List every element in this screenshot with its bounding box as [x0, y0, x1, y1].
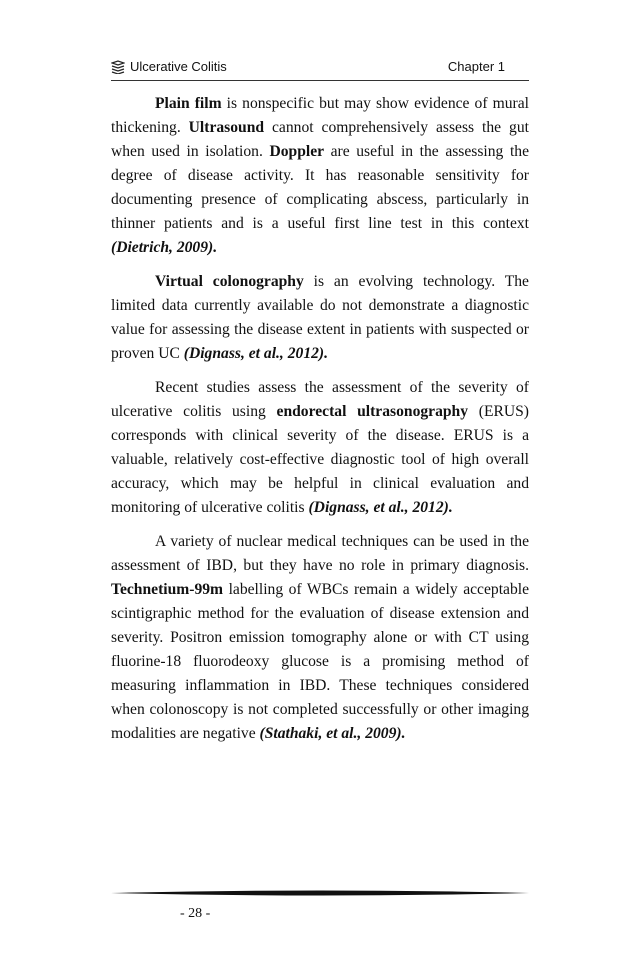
paragraph-virtual-colonography [111, 270, 529, 366]
citation: (Dignass, et al., 2012). [308, 499, 453, 516]
paragraph-text: are useful in the assessing the degree of disease activity. It has reasonable sensitivity for documenting presence of complicating abscess, particularly in thinner patients and is a useful first line test in this context [111, 143, 529, 232]
paragraph-nuclear-medicine [111, 530, 529, 746]
footer-rule [111, 890, 529, 896]
paragraph-plain-film [111, 92, 529, 260]
term-endorectal-ultrasonography: endorectal ultrasonography [276, 403, 469, 420]
citation: (Stathaki, et al., 2009). [259, 725, 406, 742]
paragraph-text: is nonspecific but may show evidence of mural thickening. [111, 95, 529, 136]
paragraph-text: is an evolving technology. The limited data currently available do not demonstrate a diagnostic value for assessing the disease extent in patients with suspected or proven UC [111, 273, 529, 362]
term-plain-film: Plain film [155, 95, 222, 112]
paragraph-text: (ERUS) corresponds with clinical severity of the disease. ERUS is a valuable, relatively cost-effective diagnostic tool of high overall accuracy, which may be helpful in clinical evaluation and monitoring of ulcerative colitis [111, 403, 529, 516]
paragraph-text: Recent studies assess the assessment of the severity of ulcerative colitis using [111, 379, 529, 420]
page-body [111, 92, 529, 756]
paragraph-text: A variety of nuclear medical techniques can be used in the assessment of IBD, but they have no role in primary diagnosis. [111, 533, 529, 574]
page-header [111, 55, 529, 85]
term-technetium-99m: Technetium-99m [111, 581, 224, 598]
citation: (Dignass, et al., 2012). [183, 345, 329, 362]
header-rule [111, 80, 529, 81]
header-title: Ulcerative Colitis [130, 59, 227, 74]
term-doppler: Doppler [269, 143, 325, 160]
page-number: - 28 - [180, 906, 211, 921]
header-chapter: Chapter 1 [447, 59, 505, 74]
book-icon [111, 60, 125, 74]
paragraph-text: labelling of WBCs remain a widely acceptable scintigraphic method for the evaluation of disease extension and severity. Positron emission tomography alone or with CT using fluorine-18 fluorodeoxy glucose is a promising method of measuring inflammation in IBD. These techniques considered when colonoscopy is not completed successfully or other imaging modalities are negative [111, 581, 529, 742]
paragraph-erus [111, 376, 529, 520]
term-ultrasound: Ultrasound [188, 119, 265, 136]
citation: (Dietrich, 2009). [111, 239, 218, 256]
term-virtual-colonography: Virtual colonography [155, 273, 304, 290]
paragraph-text: cannot comprehensively assess the gut when used in isolation. [111, 119, 529, 160]
header-title-group [111, 59, 227, 74]
